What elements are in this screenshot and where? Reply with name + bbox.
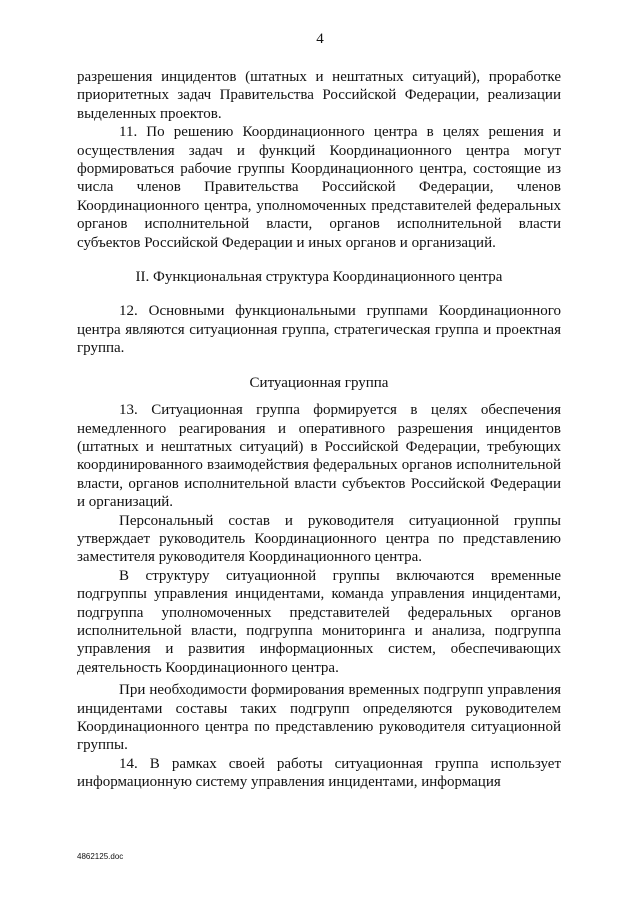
paragraph-continuation: разрешения инцидентов (штатных и нештатных ситуаций), проработке приоритетных задач Правительства Российской Федерации, реализации выделенных проектов.	[77, 69, 561, 122]
section-heading-2: II. Функциональная структура Координационного центра	[135, 269, 503, 286]
paragraph-13: 13. Ситуационная группа формируется в целях обеспечения немедленного реагирования и оперативного разрешения инцидентов (штатных и нештатных ситуаций) в Российской Федерации, требующих координированного взаимодействия федеральных органов исполнительной власти, органов исполнительной власти субъектов Российской Федерации и организаций.	[77, 402, 561, 511]
paragraph-13-composition: Персональный состав и руководителя ситуационной группы утверждает руководитель Координационного центра по представлению заместителя руководителя Координационного центра.	[77, 512, 561, 566]
paragraph-11: 11. По решению Координационного центра в целях решения и осуществления задач и функций Координационного центра могут формироваться рабочие группы Координационного центра, состоящие из числа членов Правительства Российской Федерации, членов Координационного центра, уполномоченных представителей федеральных органов исполнительной власти, органов исполнительной власти субъектов Российской Федерации и иных органов и организаций.	[77, 124, 561, 251]
document-body	[77, 68, 561, 792]
paragraph-14: 14. В рамках своей работы ситуационная группа использует информационную систему управления инцидентами, информация	[77, 755, 561, 791]
file-name-footer: 4862125.doc	[77, 852, 124, 861]
paragraph-13-temporary: При необходимости формирования временных подгрупп управления инцидентами составы таких подгрупп определяются руководителем Координационного центра по представлению руководителя ситуационной группы.	[77, 682, 561, 754]
paragraph-12: 12. Основными функциональными группами Координационного центра являются ситуационная группа, стратегическая группа и проектная группа.	[77, 303, 561, 357]
paragraph-13-structure: В структуру ситуационной группы включаются временные подгруппы управления инцидентами, команда управления инцидентами, подгруппа уполномоченных представителей федеральных органов исполнительной власти, подгруппа мониторинга и анализа, подгруппа управления и развития информационных систем, обеспечивающих деятельность Координационного центра.	[77, 567, 561, 676]
page-number: 4	[316, 31, 324, 47]
subsection-heading-situational: Ситуационная группа	[249, 374, 389, 391]
